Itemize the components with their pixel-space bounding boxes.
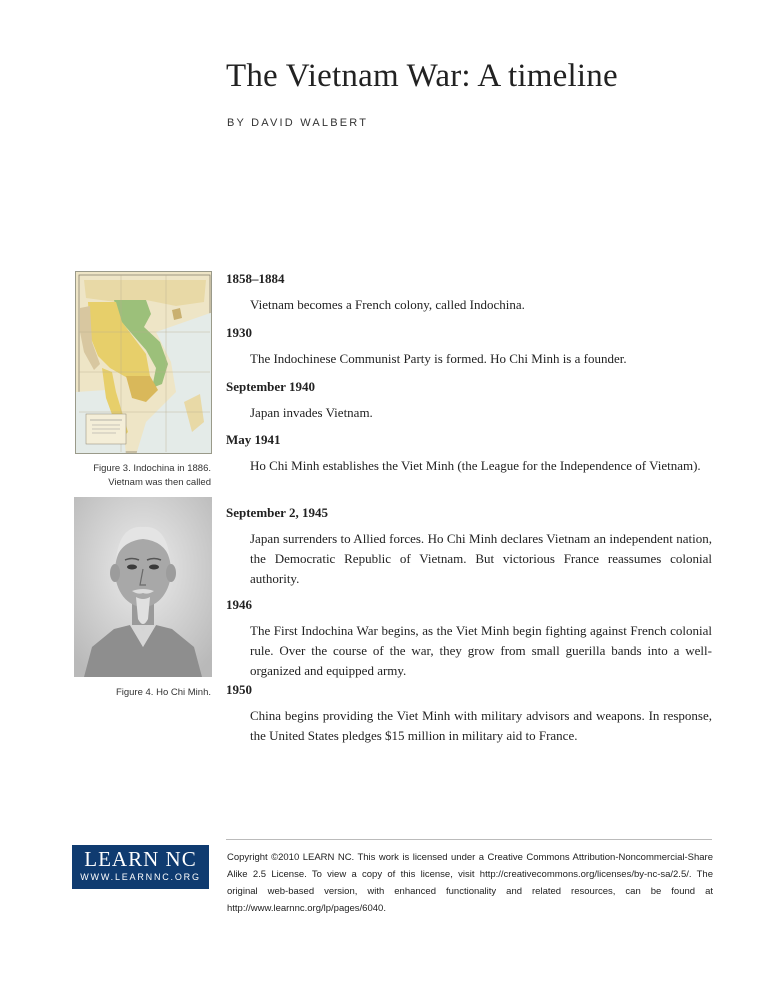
timeline-entry <box>226 432 712 476</box>
figure-3-caption: Figure 3. Indochina in 1886. Vietnam was then called <box>93 463 211 488</box>
figure-4-caption: Figure 4. Ho Chi Minh. <box>115 687 211 698</box>
timeline-date: September 1940 <box>226 379 315 394</box>
map-illustration <box>76 272 212 454</box>
timeline-entry <box>226 682 712 746</box>
timeline-description: Japan invades Vietnam. <box>250 405 373 420</box>
timeline-description: Vietnam becomes a French colony, called Indochina. <box>250 297 525 312</box>
timeline-date: 1930 <box>226 325 252 340</box>
timeline-description: The First Indochina War begins, as the Viet Minh begin fighting against French colonial rule. Over the course of the war, they grow from small guerilla bands into a well-organized and equipped army. <box>250 623 712 678</box>
logo-url: WWW.LEARNNC.ORG <box>80 872 201 882</box>
learnnc-logo[interactable] <box>72 845 209 889</box>
timeline-entry <box>226 505 712 589</box>
timeline-entry <box>226 379 712 423</box>
timeline-entry <box>226 271 712 315</box>
indochina-map-image <box>75 271 212 454</box>
timeline-description: Japan surrenders to Allied forces. Ho Chi Minh declares Vietnam an independent nation, the Democratic Republic of Vietnam. But victorious France reassumes colonial authority. <box>250 531 712 586</box>
timeline-description: The Indochinese Communist Party is formed. Ho Chi Minh is a founder. <box>250 351 627 366</box>
copyright-notice: Copyright ©2010 LEARN NC. This work is licensed under a Creative Commons Attribution-Noncommercial-Share Alike 2.5 License. To view a copy of this license, visit http://creativecommons.org/licenses/by-nc-sa/2.5/. The original web-based version, with enhanced functionality and related resources, can be found at http://www.learnnc.org/lp/pages/6040. <box>227 852 713 914</box>
author-byline: BY DAVID WALBERT <box>227 117 369 129</box>
ho-chi-minh-photo <box>74 497 212 677</box>
logo-wordmark: LEARN NC <box>84 847 197 871</box>
timeline-date: May 1941 <box>226 432 281 447</box>
page-title: The Vietnam War: A timeline <box>226 58 618 94</box>
timeline-description: China begins providing the Viet Minh with military advisors and weapons. In response, the United States pledges $15 million in military aid to France. <box>250 708 712 743</box>
footer-divider <box>226 839 712 840</box>
timeline-date: 1950 <box>226 682 252 697</box>
timeline-entry <box>226 597 712 681</box>
timeline-entry <box>226 325 712 369</box>
timeline-date: 1946 <box>226 597 252 612</box>
portrait-illustration <box>74 497 212 677</box>
timeline-date: 1858–1884 <box>226 271 285 286</box>
timeline-description: Ho Chi Minh establishes the Viet Minh (the League for the Independence of Vietnam). <box>250 458 701 473</box>
timeline-date: September 2, 1945 <box>226 505 328 520</box>
